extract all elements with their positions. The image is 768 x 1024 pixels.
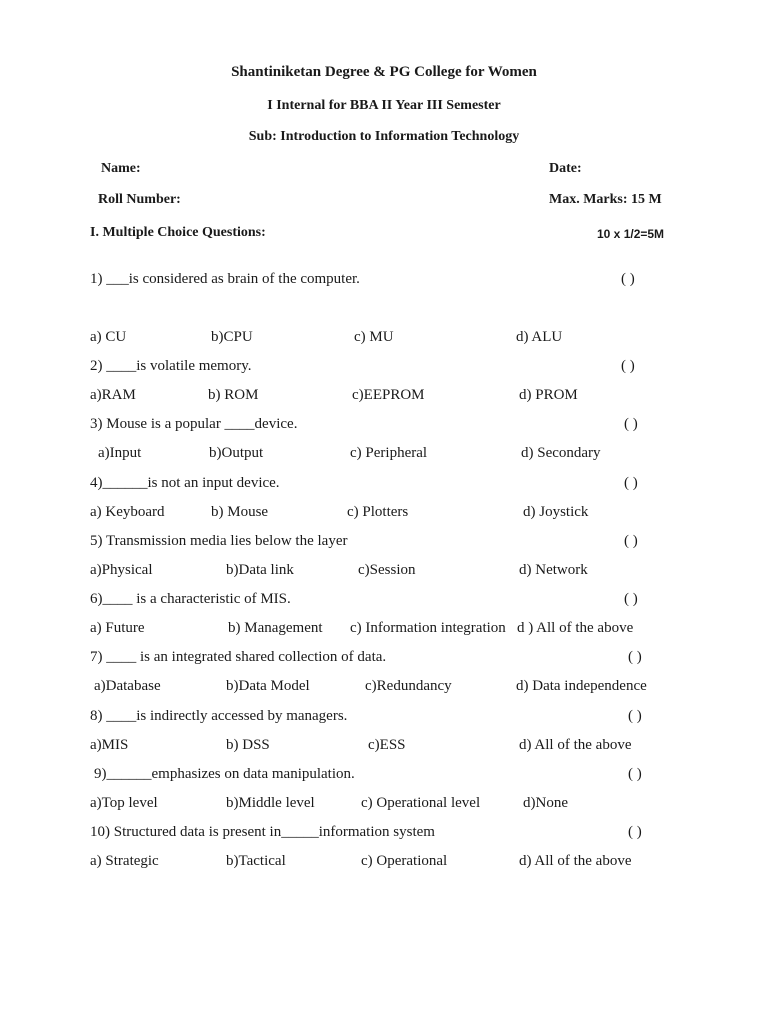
option-7a: a)Database (94, 678, 161, 694)
option-4c: c) Plotters (347, 504, 409, 520)
answer-bracket-1: ( ) (621, 271, 635, 287)
option-1a: a) CU (90, 329, 127, 345)
question-9: 9)______emphasizes on data manipulation. (94, 766, 355, 782)
option-9b: b)Middle level (226, 795, 315, 811)
option-5a: a)Physical (90, 562, 153, 578)
subject-title: Sub: Introduction to Information Technology (248, 129, 520, 144)
option-10b: b)Tactical (226, 853, 286, 869)
section-marks: 10 x 1/2=5M (597, 227, 665, 241)
answer-bracket-5: ( ) (624, 533, 638, 549)
option-2c: c)EEPROM (352, 387, 425, 403)
option-10c: c) Operational (361, 853, 448, 869)
question-3: 3) Mouse is a popular ____device. (90, 416, 298, 432)
max-marks-label: Max. Marks: 15 M (549, 192, 662, 207)
option-3c: c) Peripheral (350, 445, 428, 461)
question-2: 2) ____is volatile memory. (90, 358, 252, 374)
date-label: Date: (549, 161, 582, 176)
option-9a: a)Top level (90, 795, 158, 811)
answer-bracket-6: ( ) (624, 591, 638, 607)
question-1: 1) ___is considered as brain of the computer. (90, 271, 360, 287)
option-6b: b) Management (228, 620, 323, 636)
option-4b: b) Mouse (211, 504, 269, 520)
option-2d: d) PROM (519, 387, 578, 403)
answer-bracket-4: ( ) (624, 475, 638, 491)
option-1d: d) ALU (516, 329, 563, 345)
question-10: 10) Structured data is present in_____information system (90, 824, 435, 840)
option-4d: d) Joystick (523, 504, 589, 520)
option-8c: c)ESS (368, 737, 406, 753)
option-2a: a)RAM (90, 387, 136, 403)
question-6: 6)____ is a characteristic of MIS. (90, 591, 291, 607)
answer-bracket-9: ( ) (628, 766, 642, 782)
answer-bracket-3: ( ) (624, 416, 638, 432)
option-7b: b)Data Model (226, 678, 310, 694)
option-10a: a) Strategic (90, 853, 159, 869)
option-3a: a)Input (98, 445, 142, 461)
option-5d: d) Network (519, 562, 588, 578)
option-1c: c) MU (354, 329, 394, 345)
option-4a: a) Keyboard (90, 504, 165, 520)
college-title: Shantiniketan Degree & PG College for Women (231, 64, 537, 80)
exam-title: I Internal for BBA II Year III Semester (267, 98, 501, 113)
question-7: 7) ____ is an integrated shared collection of data. (90, 649, 387, 665)
option-1b: b)CPU (211, 329, 253, 345)
option-3d: d) Secondary (521, 445, 601, 461)
question-4: 4)______is not an input device. (90, 475, 280, 491)
option-7d: d) Data independence (516, 678, 647, 694)
option-6c: c) Information integration (350, 620, 506, 636)
option-6d: d ) All of the above (517, 620, 634, 636)
option-5c: c)Session (358, 562, 416, 578)
option-7c: c)Redundancy (365, 678, 452, 694)
option-8b: b) DSS (226, 737, 270, 753)
question-5: 5) Transmission media lies below the layer (90, 533, 348, 549)
option-9c: c) Operational level (361, 795, 481, 811)
option-10d: d) All of the above (519, 853, 632, 869)
option-8a: a)MIS (90, 737, 129, 753)
question-8: 8) ____is indirectly accessed by managers. (90, 708, 348, 724)
option-3b: b)Output (209, 445, 264, 461)
answer-bracket-7: ( ) (628, 649, 642, 665)
name-label: Name: (101, 161, 141, 176)
answer-bracket-10: ( ) (628, 824, 642, 840)
option-2b: b) ROM (208, 387, 259, 403)
option-8d: d) All of the above (519, 737, 632, 753)
answer-bracket-2: ( ) (621, 358, 635, 374)
answer-bracket-8: ( ) (628, 708, 642, 724)
section-title: I. Multiple Choice Questions: (90, 225, 266, 240)
roll-number-label: Roll Number: (98, 192, 181, 207)
option-6a: a) Future (90, 620, 145, 636)
option-5b: b)Data link (226, 562, 294, 578)
option-9d: d)None (523, 795, 568, 811)
